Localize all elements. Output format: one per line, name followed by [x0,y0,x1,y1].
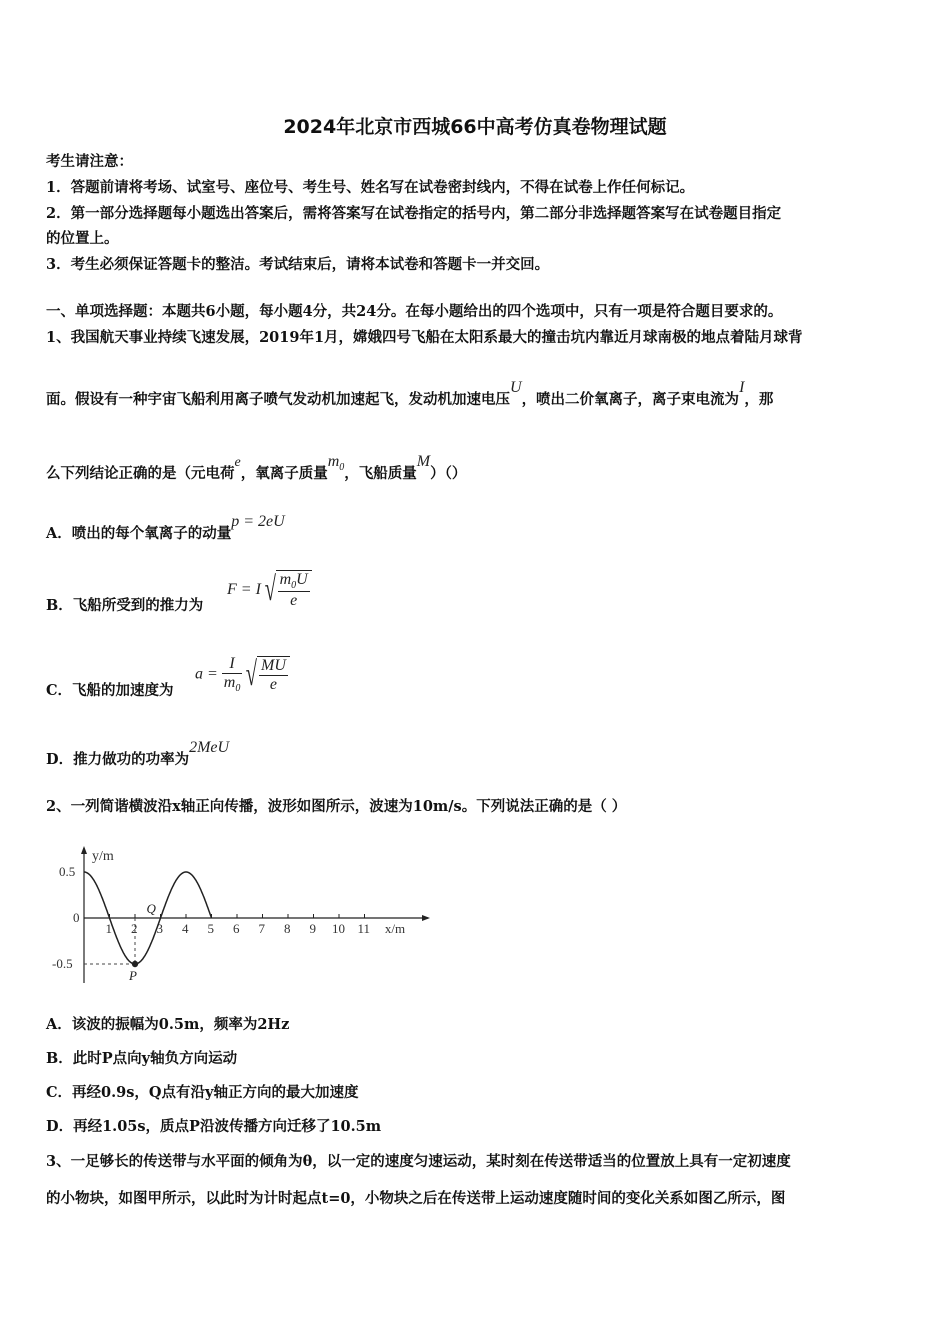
q1-b-sqrt [276,570,312,610]
q1-option-b [46,570,308,620]
q1-line3d: ）（） [430,465,467,482]
x-tick-label: 4 [182,921,189,936]
q1-b-lhs: F = I [227,581,261,599]
q1-c-sqnum: MU [261,656,286,674]
q1-option-d-text: D．推力做功的功率为 [46,751,190,768]
notice-item-2-cont: 的位置上。 [46,230,119,247]
x-tick-label: 10 [332,921,345,936]
q2-option-d: D．再经1.05s，质点P沿波传播方向迁移了10.5m [46,1118,382,1135]
q1-line2 [46,379,774,409]
q1-line1: 1、我国航天事业持续飞速发展，2019年1月，嫦娥四号飞船在太阳系最大的撞击坑内靠近月球南极的地点着陆月球背 [46,329,803,346]
q1-c-den-m: m [223,674,236,691]
x-tick-label: 1 [105,921,112,936]
sqrt-icon: √ [264,571,276,609]
q2-option-c: C．再经0.9s，Q点有沿y轴正方向的最大加速度 [46,1084,359,1101]
x-tick-label: 6 [233,921,240,936]
q1-c-den [222,674,243,694]
q1-c-lhs: a = [195,665,218,683]
q1-b-num [278,571,310,592]
point-p [132,961,138,967]
var-i: I [739,379,745,396]
q3-line2: 的小物块，如图甲所示，以此时为计时起点t=0，小物块之后在传送带上运动速度随时间的变化关系如图乙所示，图 [46,1190,786,1207]
notice-item-2: 2．第一部分选择题每小题选出答案后，需将答案写在试卷指定的括号内，第二部分非选择题答案写在试卷题目指定 [46,205,782,222]
x-axis-label: x/m [384,921,406,936]
q1-line2c: ，那 [744,391,774,408]
x-tick-label: 3 [156,921,163,936]
x-tick-label: 11 [357,921,371,936]
notice-item-3: 3．考生必须保证答题卡的整洁。考试结束后，请将本试卷和答题卡一并交回。 [46,256,550,273]
q1-line3 [46,453,467,485]
q1-option-c [46,655,286,707]
var-m0-sub: 0 [339,462,345,474]
q1-line2a: 面。假设有一种宇宙飞船利用离子喷气发动机加速起飞，发动机加速电压 [46,391,510,408]
q1-line2b: ，喷出二价氧离子，离子束电流为 [521,391,740,408]
q2-stem: 2、一列简谐横波沿x轴正向传播，波形如图所示，波速为10m/s。下列说法正确的是（ ） [46,798,627,815]
q2-option-b: B．此时P点向y轴负方向运动 [46,1050,238,1067]
q1-c-frac [222,655,243,694]
q1-option-c-text: C．飞船的加速度为 [46,682,174,699]
q1-option-d-formula: 2MeU [189,739,230,756]
q1-c-sqden: e [269,675,278,693]
var-mass: M [416,453,431,470]
wave-chart [46,838,446,988]
q1-line3b: ，氧离子质量 [240,465,328,482]
q1-c-sqfrac [259,657,288,694]
q1-c-den-sub: 0 [235,683,241,695]
var-m0 [327,453,345,474]
y-tick-label: 0 [73,910,80,925]
q1-b-num-m: m [279,571,292,588]
q1-c-num: I [222,655,243,674]
point-p-label: P [129,968,137,983]
q1-b-num-sub: 0 [291,580,297,592]
q1-option-b-text: B．飞船所受到的推力为 [46,597,204,614]
y-tick-label: 0.5 [59,864,76,879]
q1-option-a-text: A．喷出的每个氧离子的动量 [46,525,232,542]
sqrt-icon: √ [246,655,258,693]
y-axis-arrow [81,846,87,854]
q3-line1: 3、一足够长的传送带与水平面的倾角为θ，以一定的速度匀速运动，某时刻在传送带适当的位置放上具有一定初速度 [46,1153,791,1170]
section-heading: 一、单项选择题：本题共6小题，每小题4分，共24分。在每小题给出的四个选项中，只有一项是符合题目要求的。 [46,303,783,320]
y-tick-label: -0.5 [52,956,73,971]
q1-b-frac [278,571,310,610]
q1-option-a [46,513,285,543]
var-u: U [510,379,522,396]
q1-c-sqrt [257,656,290,694]
notice-heading: 考生请注意： [46,153,133,170]
y-axis-label: y/m [92,849,114,864]
q1-line3a: 么下列结论正确的是（元电荷 [46,465,235,482]
q1-option-a-formula: p = 2eU [231,513,285,530]
q1-option-c-formula [195,655,290,694]
var-m0-base: m [327,453,340,470]
point-q-label: Q [146,901,156,916]
notice-item-1: 1．答题前请将考场、试室号、座位号、考生号、姓名写在试卷密封线内，不得在试卷上作任何标记。 [46,179,695,196]
x-tick-label: 2 [131,921,138,936]
q1-line3c: ，飞船质量 [344,465,417,482]
q1-b-den: e [290,592,298,610]
q1-option-d [46,739,230,769]
q2-option-a: A．该波的振幅为0.5m，频率为2Hz [46,1016,290,1033]
x-axis-arrow [422,915,430,921]
x-tick-label: 9 [309,921,316,936]
x-tick-label: 7 [258,921,265,936]
page-title: 2024年北京市西城66中高考仿真卷物理试题 [283,116,667,138]
chart-layer [52,846,430,983]
q1-option-b-formula [227,570,312,610]
q1-b-num-u: U [296,571,308,588]
x-tick-label: 5 [207,921,214,936]
x-tick-label: 8 [284,921,291,936]
var-e: e [234,455,241,470]
